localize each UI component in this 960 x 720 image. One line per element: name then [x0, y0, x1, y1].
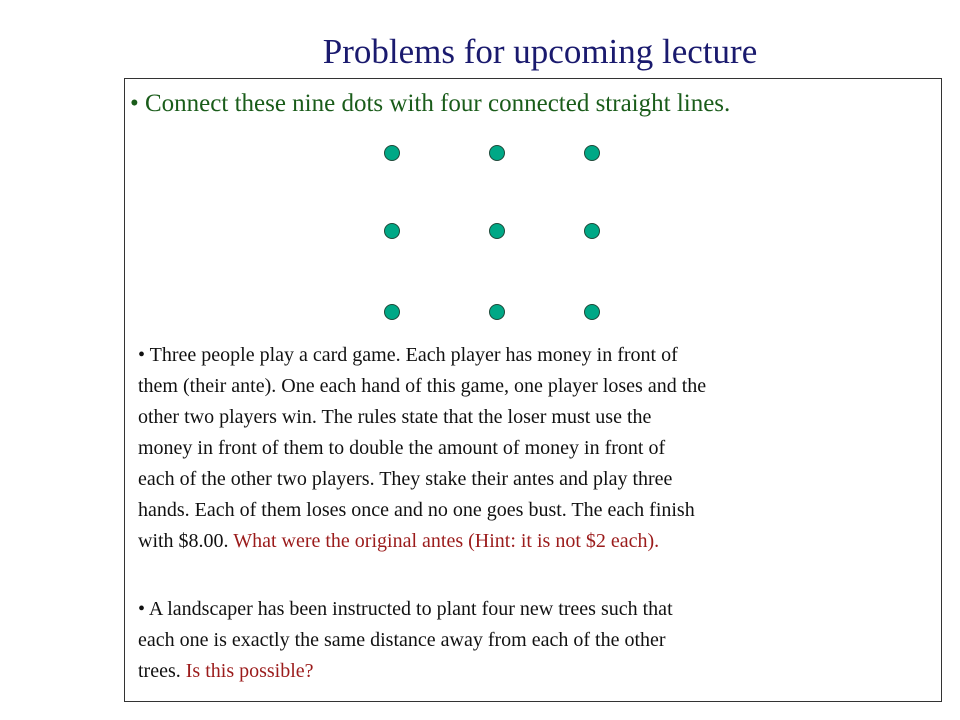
dot [384, 304, 400, 320]
dot [584, 223, 600, 239]
problem-3-line: each one is exactly the same distance away from each of the other [138, 629, 666, 651]
nine-dot-grid [370, 140, 610, 330]
problem-2-question: What were the original antes (Hint: it is not $2 each). [233, 530, 660, 552]
dot [489, 304, 505, 320]
problem-3-last-plain: trees. [138, 660, 186, 682]
dot [489, 145, 505, 161]
problem-1-text: • Connect these nine dots with four connected straight lines. [130, 90, 731, 117]
problem-3-paragraph [138, 594, 928, 687]
dot [584, 304, 600, 320]
dot [384, 223, 400, 239]
problem-2-line: other two players win. The rules state that the loser must use the [138, 406, 652, 428]
dot [489, 223, 505, 239]
problem-2-line: money in front of them to double the amount of money in front of [138, 437, 666, 459]
problem-2-line: hands. Each of them loses once and no one goes bust. The each finish [138, 499, 695, 521]
problem-2-last-line [138, 526, 928, 557]
problem-3-last-line [138, 656, 928, 687]
dot [584, 145, 600, 161]
problem-3-line: • A landscaper has been instructed to plant four new trees such that [138, 598, 673, 620]
problem-2-line: them (their ante). One each hand of this game, one player loses and the [138, 375, 707, 397]
problem-2-line: each of the other two players. They stake their antes and play three [138, 468, 673, 490]
problem-2-paragraph [138, 340, 928, 557]
problem-2-last-plain: with $8.00. [138, 530, 234, 552]
slide-title: Problems for upcoming lecture [322, 32, 758, 71]
problem-3-question: Is this possible? [185, 660, 314, 682]
problem-2-line: • Three people play a card game. Each player has money in front of [138, 344, 678, 366]
dot [384, 145, 400, 161]
